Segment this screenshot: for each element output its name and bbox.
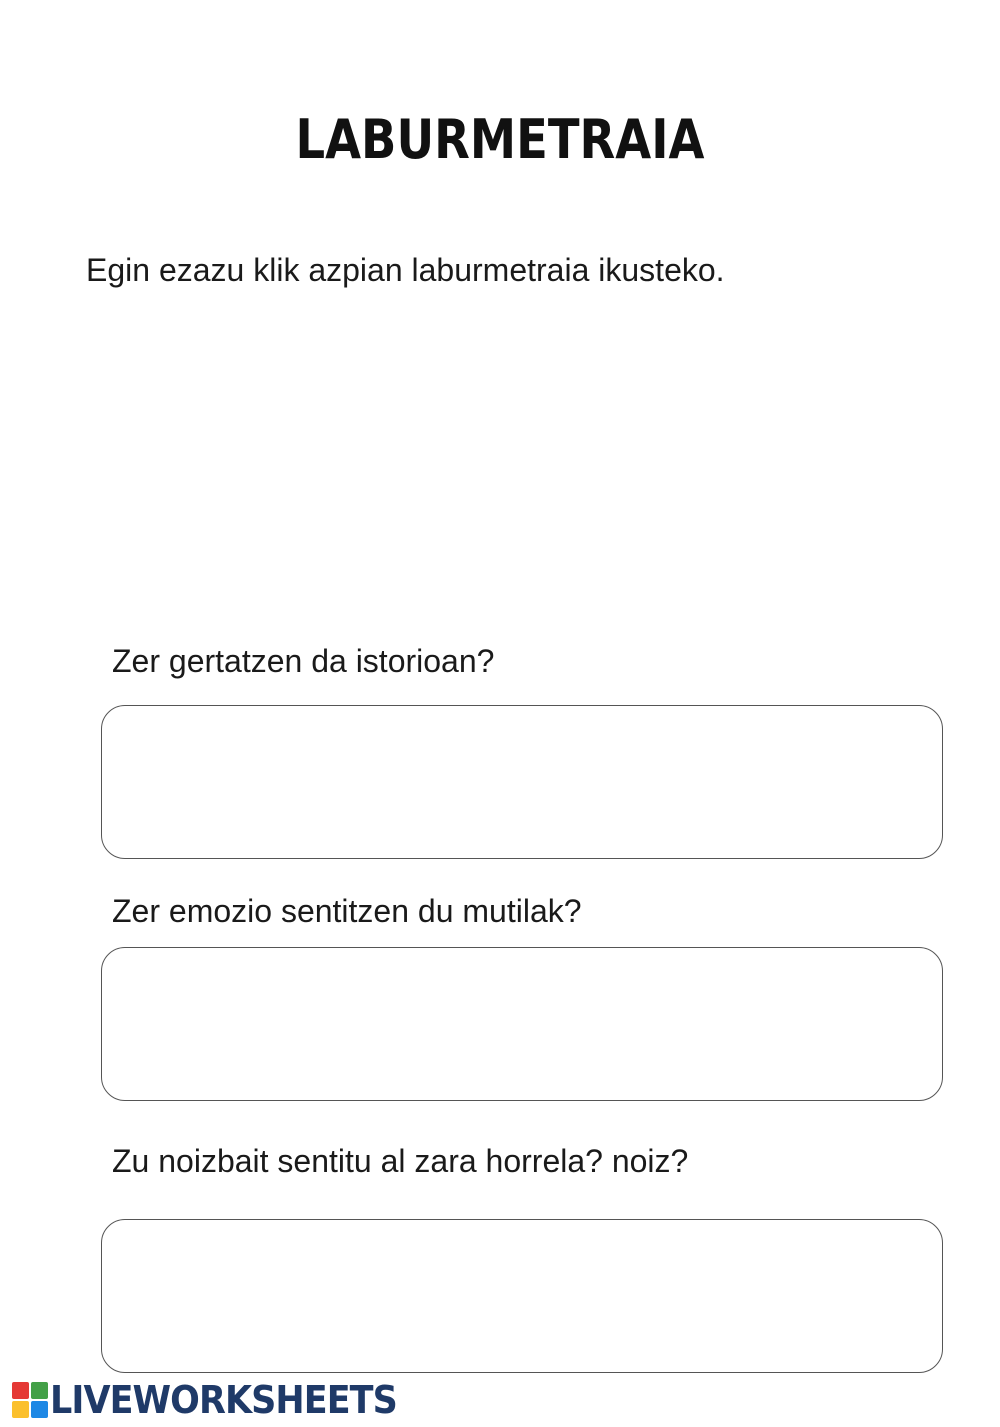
logo-square-blue [31, 1401, 48, 1418]
instruction-text: Egin ezazu klik azpian laburmetraia ikusteko. [86, 252, 725, 288]
answer-box-3[interactable] [101, 1219, 943, 1373]
question-1-label: Zer gertatzen da istorioan? [112, 643, 495, 679]
liveworksheets-logo [12, 1380, 427, 1420]
logo-text: LIVEWORKSHEETS [50, 1378, 397, 1422]
logo-square-green [31, 1382, 48, 1399]
question-3-label: Zu noizbait sentitu al zara horrela? noiz? [112, 1143, 689, 1179]
logo-square-red [12, 1382, 29, 1399]
page-title: LABURMETRAIA [295, 108, 705, 171]
answer-box-2[interactable] [101, 947, 943, 1101]
question-2-label: Zer emozio sentitzen du mutilak? [112, 893, 582, 929]
liveworksheets-logo-icon [12, 1382, 48, 1418]
answer-box-1[interactable] [101, 705, 943, 859]
logo-square-yellow [12, 1401, 29, 1418]
